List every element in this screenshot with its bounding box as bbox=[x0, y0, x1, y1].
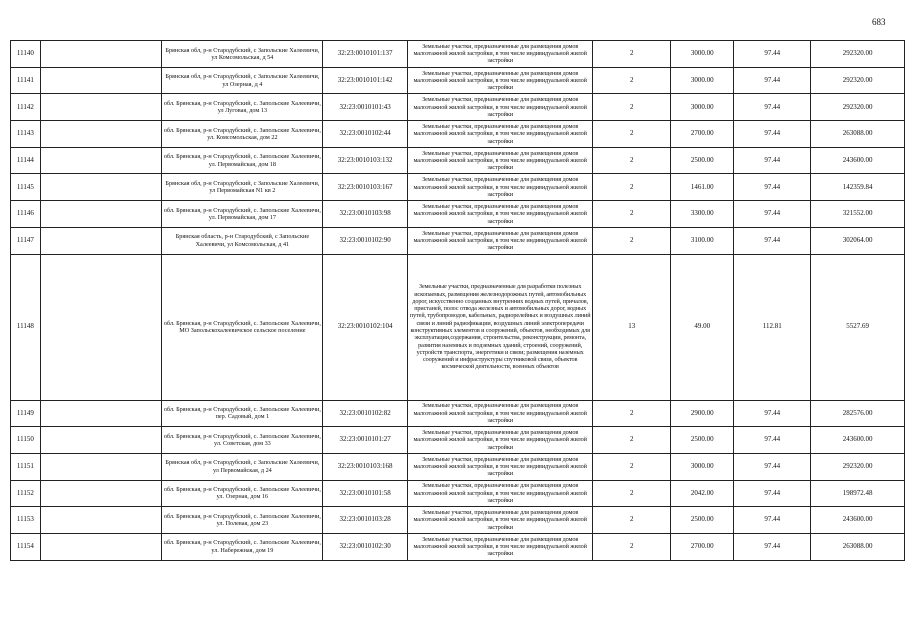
table-row bbox=[11, 400, 905, 427]
table-row bbox=[11, 453, 905, 480]
row-number-cell: 11141 bbox=[11, 67, 41, 94]
group-cell: 2 bbox=[593, 533, 671, 560]
rate-cell: 97.44 bbox=[734, 41, 811, 68]
table-row bbox=[11, 427, 905, 454]
row-number-cell: 11148 bbox=[11, 254, 41, 400]
address-cell: обл. Брянская, р-н Стародубский, с. Запольские Халеевичи, ул. Первомайская, дом 18 bbox=[162, 147, 323, 174]
blank-cell bbox=[40, 227, 162, 254]
address-cell: Брянская обл, р-н Стародубский, с Запольские Халеевичи, ул Комсомольская, д 54 bbox=[162, 41, 323, 68]
table-row bbox=[11, 41, 905, 68]
group-cell: 2 bbox=[593, 453, 671, 480]
table-body bbox=[11, 41, 905, 561]
row-number-cell: 11145 bbox=[11, 174, 41, 201]
cadastral-number-cell: 32:23:0010102:30 bbox=[323, 533, 407, 560]
group-cell: 2 bbox=[593, 94, 671, 121]
rate-cell: 97.44 bbox=[734, 121, 811, 148]
blank-cell bbox=[40, 147, 162, 174]
row-number-cell: 11143 bbox=[11, 121, 41, 148]
table-row bbox=[11, 121, 905, 148]
blank-cell bbox=[40, 427, 162, 454]
table-row bbox=[11, 174, 905, 201]
rate-cell: 97.44 bbox=[734, 227, 811, 254]
rate-cell: 97.44 bbox=[734, 174, 811, 201]
group-cell: 2 bbox=[593, 147, 671, 174]
row-number-cell: 11140 bbox=[11, 41, 41, 68]
table-row bbox=[11, 254, 905, 400]
rate-cell: 97.44 bbox=[734, 67, 811, 94]
table-row bbox=[11, 480, 905, 507]
rate-cell: 97.44 bbox=[734, 480, 811, 507]
rate-cell: 97.44 bbox=[734, 201, 811, 228]
cadastral-number-cell: 32:23:0010102:44 bbox=[323, 121, 407, 148]
land-use-cell: Земельные участки, предназначенные для размещения домов малоэтажной жилой застройки, в том числе индивидуальной жилой застройки bbox=[407, 453, 593, 480]
rate-cell: 97.44 bbox=[734, 533, 811, 560]
blank-cell bbox=[40, 254, 162, 400]
cadastral-number-cell: 32:23:0010101:43 bbox=[323, 94, 407, 121]
address-cell: обл. Брянская, р-н Стародубский, с. Запольские Халеевичи, МО Запольскохалеевичское сельское поселение bbox=[162, 254, 323, 400]
blank-cell bbox=[40, 41, 162, 68]
group-cell: 13 bbox=[593, 254, 671, 400]
table-row bbox=[11, 67, 905, 94]
address-cell: Брянская обл, р-н Стародубский, с Запольские Халеевичи, ул Озерная, д 4 bbox=[162, 67, 323, 94]
blank-cell bbox=[40, 174, 162, 201]
cadastral-number-cell: 32:23:0010101:142 bbox=[323, 67, 407, 94]
value-cell: 292320.00 bbox=[811, 41, 905, 68]
row-number-cell: 11151 bbox=[11, 453, 41, 480]
area-cell: 3000.00 bbox=[671, 453, 734, 480]
address-cell: обл. Брянская, р-н Стародубский, с. Запольские Халеевичи, ул Луговая, дом 13 bbox=[162, 94, 323, 121]
blank-cell bbox=[40, 67, 162, 94]
group-cell: 2 bbox=[593, 480, 671, 507]
cadastral-number-cell: 32:23:0010103:28 bbox=[323, 507, 407, 534]
blank-cell bbox=[40, 507, 162, 534]
group-cell: 2 bbox=[593, 507, 671, 534]
cadastral-number-cell: 32:23:0010101:27 bbox=[323, 427, 407, 454]
land-use-cell: Земельные участки, предназначенные для размещения домов малоэтажной жилой застройки, в том числе индивидуальной жилой застройки bbox=[407, 41, 593, 68]
cadastral-number-cell: 32:23:0010103:167 bbox=[323, 174, 407, 201]
area-cell: 3100.00 bbox=[671, 227, 734, 254]
blank-cell bbox=[40, 400, 162, 427]
cadastral-number-cell: 32:23:0010103:168 bbox=[323, 453, 407, 480]
land-use-cell: Земельные участки, предназначенные для размещения домов малоэтажной жилой застройки, в том числе индивидуальной жилой застройки bbox=[407, 507, 593, 534]
row-number-cell: 11142 bbox=[11, 94, 41, 121]
rate-cell: 97.44 bbox=[734, 94, 811, 121]
cadastral-value-table bbox=[10, 40, 905, 561]
value-cell: 292320.00 bbox=[811, 67, 905, 94]
blank-cell bbox=[40, 94, 162, 121]
address-cell: обл. Брянская, р-н Стародубский, с. Запольские Халеевичи, пер. Садовый, дом 1 bbox=[162, 400, 323, 427]
table-row bbox=[11, 201, 905, 228]
cadastral-number-cell: 32:23:0010103:132 bbox=[323, 147, 407, 174]
page-number: 683 bbox=[872, 17, 886, 27]
area-cell: 2042.00 bbox=[671, 480, 734, 507]
cadastral-number-cell: 32:23:0010102:82 bbox=[323, 400, 407, 427]
group-cell: 2 bbox=[593, 174, 671, 201]
rate-cell: 97.44 bbox=[734, 400, 811, 427]
blank-cell bbox=[40, 201, 162, 228]
area-cell: 2500.00 bbox=[671, 147, 734, 174]
area-cell: 3000.00 bbox=[671, 67, 734, 94]
address-cell: обл. Брянская, р-н Стародубский, с. Запольские Халеевичи, ул. Комсомольская, дом 22 bbox=[162, 121, 323, 148]
group-cell: 2 bbox=[593, 67, 671, 94]
rate-cell: 97.44 bbox=[734, 147, 811, 174]
value-cell: 302064.00 bbox=[811, 227, 905, 254]
cadastral-number-cell: 32:23:0010103:98 bbox=[323, 201, 407, 228]
area-cell: 3300.00 bbox=[671, 201, 734, 228]
table-row bbox=[11, 94, 905, 121]
cadastral-number-cell: 32:23:0010101:58 bbox=[323, 480, 407, 507]
value-cell: 292320.00 bbox=[811, 453, 905, 480]
table-row bbox=[11, 507, 905, 534]
rate-cell: 97.44 bbox=[734, 453, 811, 480]
row-number-cell: 11154 bbox=[11, 533, 41, 560]
blank-cell bbox=[40, 453, 162, 480]
value-cell: 292320.00 bbox=[811, 94, 905, 121]
value-cell: 243600.00 bbox=[811, 427, 905, 454]
row-number-cell: 11150 bbox=[11, 427, 41, 454]
row-number-cell: 11144 bbox=[11, 147, 41, 174]
area-cell: 49.00 bbox=[671, 254, 734, 400]
value-cell: 198972.48 bbox=[811, 480, 905, 507]
area-cell: 2700.00 bbox=[671, 533, 734, 560]
land-use-cell: Земельные участки, предназначенные для размещения домов малоэтажной жилой застройки, в том числе индивидуальной жилой застройки bbox=[407, 67, 593, 94]
address-cell: обл. Брянская, р-н Стародубский, с. Запольские Халеевичи, ул. Советская, дом 33 bbox=[162, 427, 323, 454]
land-use-cell: Земельные участки, предназначенные для размещения домов малоэтажной жилой застройки, в том числе индивидуальной жилой застройки bbox=[407, 94, 593, 121]
value-cell: 243600.00 bbox=[811, 507, 905, 534]
group-cell: 2 bbox=[593, 121, 671, 148]
area-cell: 3000.00 bbox=[671, 41, 734, 68]
value-cell: 282576.00 bbox=[811, 400, 905, 427]
land-use-cell: Земельные участки, предназначенные для размещения домов малоэтажной жилой застройки, в том числе индивидуальной жилой застройки bbox=[407, 201, 593, 228]
area-cell: 2500.00 bbox=[671, 507, 734, 534]
land-use-cell: Земельные участки, предназначенные для разработки полезных ископаемых, размещения железнодорожных путей, автомобильных дорог, искусственно созданных внутренних водных путей, причалов, пристаней, полос отвода железных и автомобильных дорог, водных путей, трубопроводов, кабельных, радиорелейных и воздушных линий связи и линий радиофикации, воздушных линий электропередачи конструктивных элементов и сооружений, объектов, необходимых для эксплуатации,содержания, строительства, реконструкции, ремонта, развития наземных и подземных зданий, строений, сооружений, устройств транспорта, энергетики и связи; размещения наземных сооружений и инфраструктуры спутниковой связи, объектов космической деятельности, военных объектов bbox=[407, 254, 593, 400]
area-cell: 1461.00 bbox=[671, 174, 734, 201]
area-cell: 2500.00 bbox=[671, 427, 734, 454]
blank-cell bbox=[40, 533, 162, 560]
address-cell: Брянская обл, р-н Стародубский, с Запольские Халеевичи, ул Первомайская, д 24 bbox=[162, 453, 323, 480]
cadastral-number-cell: 32:23:0010101:137 bbox=[323, 41, 407, 68]
address-cell: Брянская обл, р-н Стародубский, с Запольские Халеевичи, ул Первомайская N1 кв 2 bbox=[162, 174, 323, 201]
group-cell: 2 bbox=[593, 201, 671, 228]
group-cell: 2 bbox=[593, 427, 671, 454]
blank-cell bbox=[40, 121, 162, 148]
address-cell: обл. Брянская, р-н Стародубский, с. Запольские Халеевичи, ул. Полевая, дом 23 bbox=[162, 507, 323, 534]
row-number-cell: 11149 bbox=[11, 400, 41, 427]
land-use-cell: Земельные участки, предназначенные для размещения домов малоэтажной жилой застройки, в том числе индивидуальной жилой застройки bbox=[407, 121, 593, 148]
value-cell: 263088.00 bbox=[811, 121, 905, 148]
value-cell: 142359.84 bbox=[811, 174, 905, 201]
address-cell: Брянская область, р-н Стародубский, с Запольские Халеевичи, ул Комсомольская, д 41 bbox=[162, 227, 323, 254]
rate-cell: 97.44 bbox=[734, 507, 811, 534]
rate-cell: 112.81 bbox=[734, 254, 811, 400]
address-cell: обл. Брянская, р-н Стародубский, с. Запольские Халеевичи, ул. Озерная, дом 16 bbox=[162, 480, 323, 507]
row-number-cell: 11153 bbox=[11, 507, 41, 534]
land-use-cell: Земельные участки, предназначенные для размещения домов малоэтажной жилой застройки, в том числе индивидуальной жилой застройки bbox=[407, 147, 593, 174]
table-row bbox=[11, 147, 905, 174]
group-cell: 2 bbox=[593, 400, 671, 427]
row-number-cell: 11147 bbox=[11, 227, 41, 254]
value-cell: 5527.69 bbox=[811, 254, 905, 400]
land-use-cell: Земельные участки, предназначенные для размещения домов малоэтажной жилой застройки, в том числе индивидуальной жилой застройки bbox=[407, 533, 593, 560]
table-row bbox=[11, 227, 905, 254]
value-cell: 263088.00 bbox=[811, 533, 905, 560]
address-cell: обл. Брянская, р-н Стародубский, с. Запольские Халеевичи, ул. Набережная, дом 19 bbox=[162, 533, 323, 560]
area-cell: 2700.00 bbox=[671, 121, 734, 148]
blank-cell bbox=[40, 480, 162, 507]
land-use-cell: Земельные участки, предназначенные для размещения домов малоэтажной жилой застройки, в том числе индивидуальной жилой застройки bbox=[407, 480, 593, 507]
address-cell: обл. Брянская, р-н Стародубский, с. Запольские Халеевичи, ул. Первомайская, дом 17 bbox=[162, 201, 323, 228]
table-row bbox=[11, 533, 905, 560]
value-cell: 321552.00 bbox=[811, 201, 905, 228]
land-use-cell: Земельные участки, предназначенные для размещения домов малоэтажной жилой застройки, в том числе индивидуальной жилой застройки bbox=[407, 174, 593, 201]
land-use-cell: Земельные участки, предназначенные для размещения домов малоэтажной жилой застройки, в том числе индивидуальной жилой застройки bbox=[407, 400, 593, 427]
land-use-cell: Земельные участки, предназначенные для размещения домов малоэтажной жилой застройки, в том числе индивидуальной жилой застройки bbox=[407, 427, 593, 454]
area-cell: 3000.00 bbox=[671, 94, 734, 121]
row-number-cell: 11152 bbox=[11, 480, 41, 507]
cadastral-number-cell: 32:23:0010102:90 bbox=[323, 227, 407, 254]
cadastral-number-cell: 32:23:0010102:104 bbox=[323, 254, 407, 400]
area-cell: 2900.00 bbox=[671, 400, 734, 427]
group-cell: 2 bbox=[593, 41, 671, 68]
rate-cell: 97.44 bbox=[734, 427, 811, 454]
land-use-cell: Земельные участки, предназначенные для размещения домов малоэтажной жилой застройки, в том числе индивидуальной жилой застройки bbox=[407, 227, 593, 254]
group-cell: 2 bbox=[593, 227, 671, 254]
row-number-cell: 11146 bbox=[11, 201, 41, 228]
value-cell: 243600.00 bbox=[811, 147, 905, 174]
